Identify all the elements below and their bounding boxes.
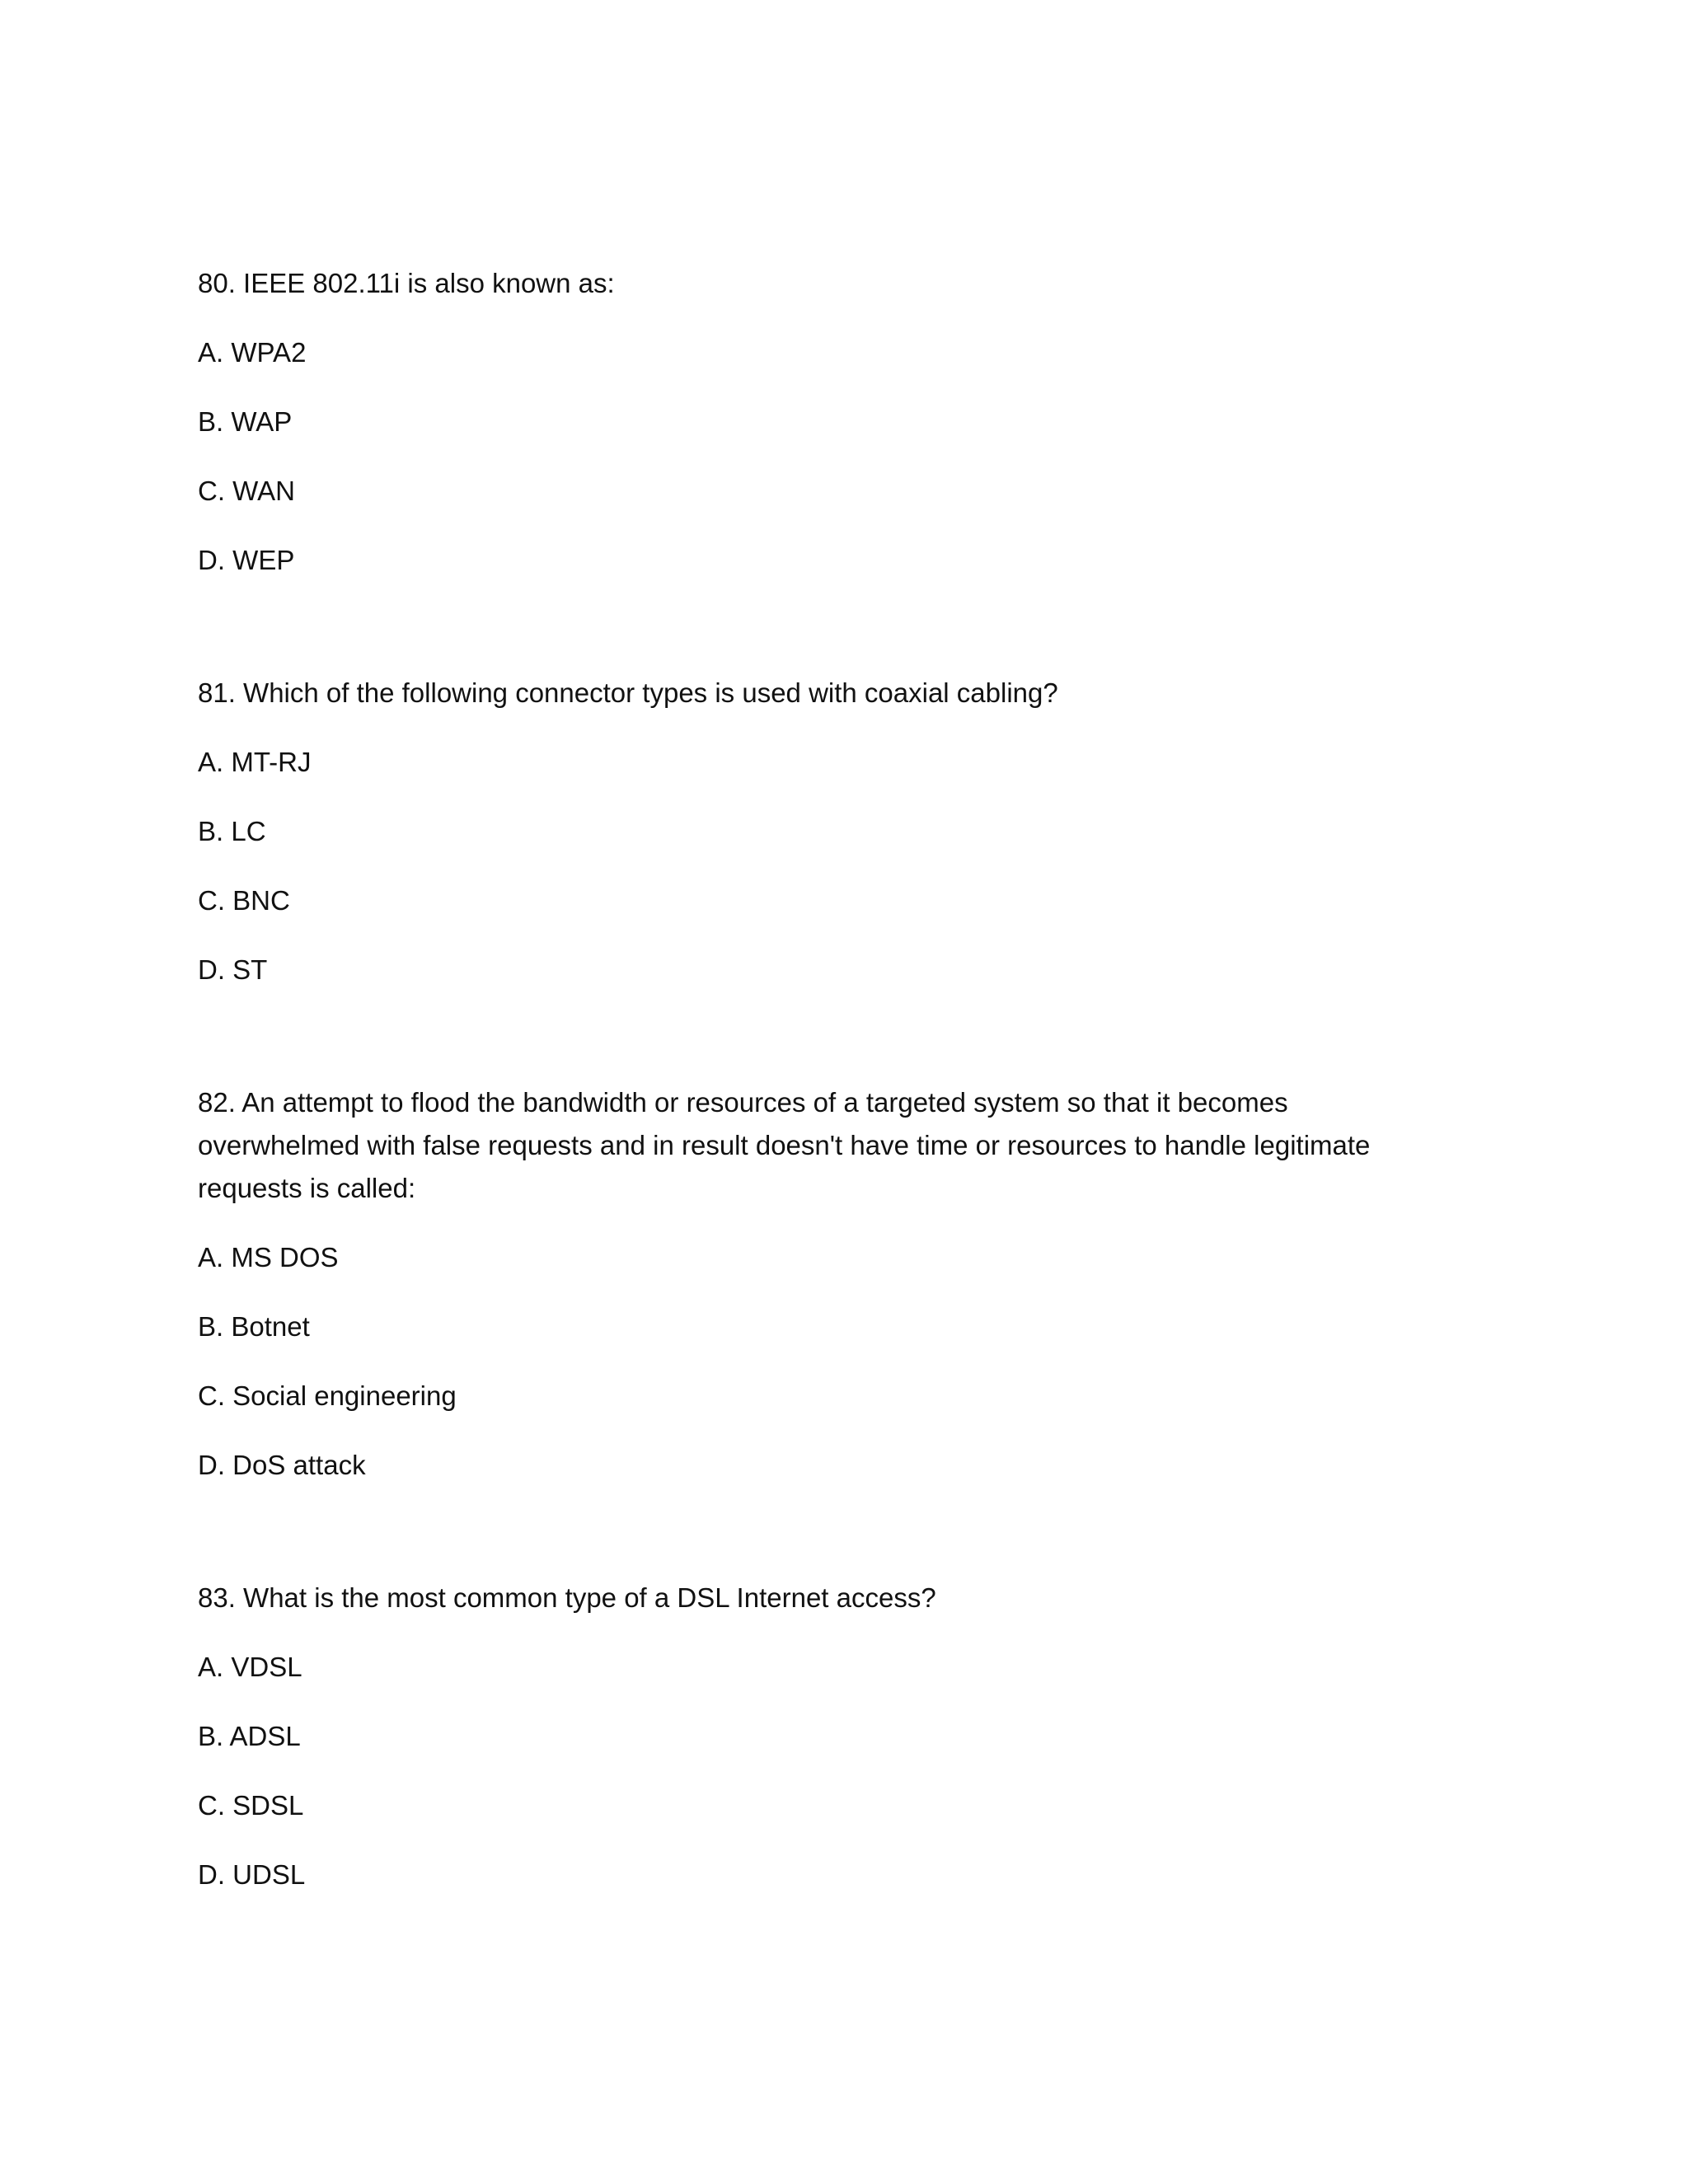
option-d: D. ST	[198, 954, 268, 985]
option-b: B. Botnet	[198, 1311, 310, 1342]
question-text: 81. Which of the following connector types is used with coaxial cabling?	[198, 677, 1058, 708]
question-text: 83. What is the most common type of a DSL Internet access?	[198, 1582, 936, 1613]
option-a: A. VDSL	[198, 1652, 302, 1682]
question-80	[198, 262, 1451, 582]
option-c: C. Social engineering	[198, 1380, 457, 1411]
question-82	[198, 1081, 1451, 1487]
option-c: C. SDSL	[198, 1790, 304, 1821]
option-b: B. LC	[198, 816, 266, 846]
question-text: 80. IEEE 802.11i is also known as:	[198, 268, 615, 298]
option-a: A. WPA2	[198, 337, 307, 368]
option-d: D. WEP	[198, 545, 295, 575]
question-81	[198, 672, 1451, 991]
option-d: D. DoS attack	[198, 1450, 366, 1480]
question-83	[198, 1577, 1451, 1896]
option-d: D. UDSL	[198, 1859, 306, 1890]
option-c: C. WAN	[198, 476, 295, 506]
option-a: A. MT-RJ	[198, 747, 312, 777]
questions-list	[198, 262, 1451, 1896]
question-text: 82. An attempt to flood the bandwidth or resources of a targeted system so that it becomes overwhelmed with false requests and in result doesn't have time or resources to handle legitimate requests is called:	[198, 1087, 1371, 1203]
option-c: C. BNC	[198, 885, 290, 916]
option-a: A. MS DOS	[198, 1242, 339, 1272]
option-b: B. WAP	[198, 406, 293, 437]
option-b: B. ADSL	[198, 1721, 301, 1751]
